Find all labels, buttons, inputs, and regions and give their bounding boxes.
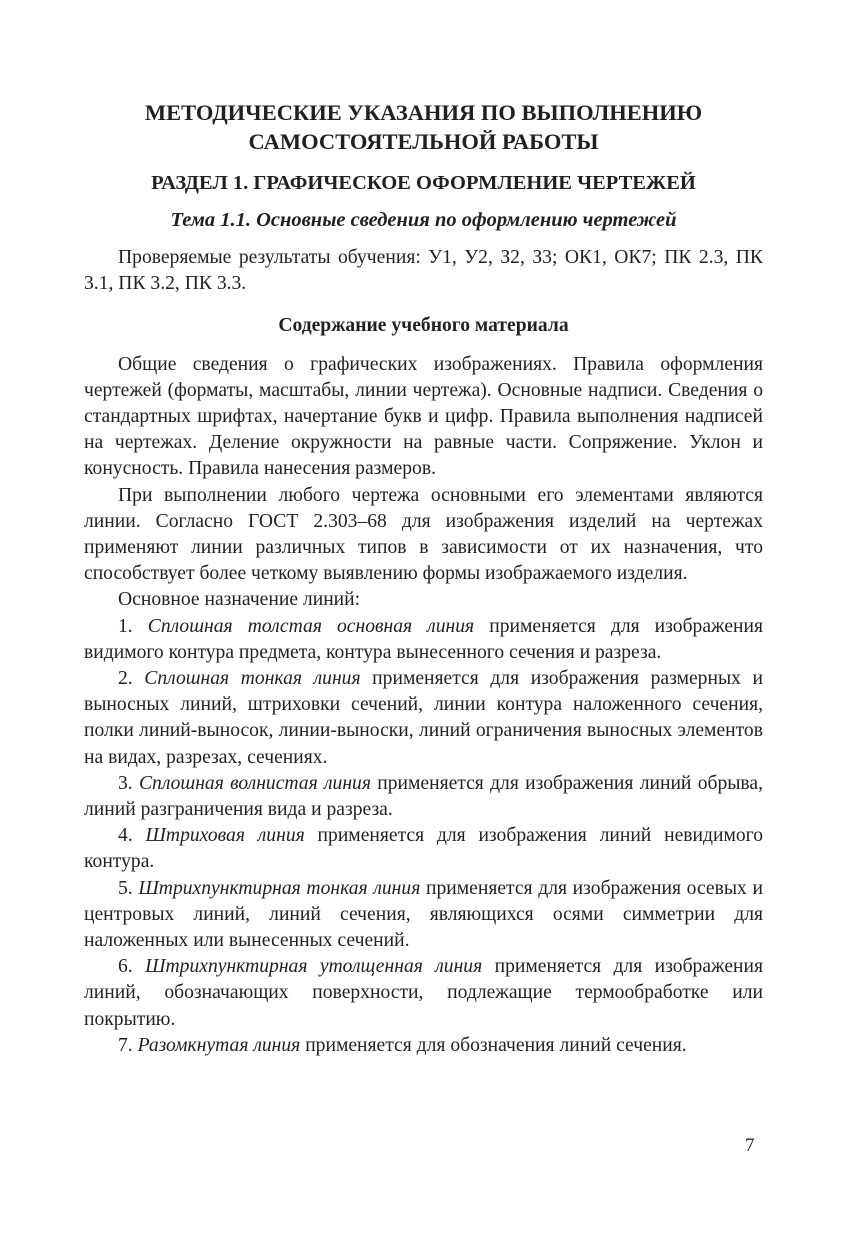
item-term: Разомкнутая линия (137, 1034, 301, 1056)
item-term: Штрихпунктирная утолщенная линия (145, 956, 483, 978)
item-number: 6. (118, 956, 146, 978)
list-item (84, 954, 763, 1033)
theme-heading: Тема 1.1. Основные сведения по оформлению чертежей (170, 209, 677, 231)
list-item (84, 1033, 763, 1059)
content-heading: Содержание учебного материала (278, 315, 569, 337)
item-text: применяется для изображения видимого контура предмета, контура вынесенного сечения и разреза. (84, 615, 763, 663)
page-content (84, 98, 763, 1059)
item-number: 2. (118, 668, 145, 690)
item-number: 3. (118, 772, 139, 794)
item-number: 5. (118, 877, 139, 899)
section-heading: РАЗДЕЛ 1. ГРАФИЧЕСКОЕ ОФОРМЛЕНИЕ ЧЕРТЕЖЕЙ (151, 172, 696, 194)
list-item (84, 666, 763, 771)
title (84, 98, 763, 156)
item-term: Сплошная волнистая линия (138, 772, 371, 794)
line-types-list (84, 614, 763, 1059)
item-text: применяется для изображения осевых и центровых линий, линий сечения, являющихся осями симметрии для наложенных или вынесенных сечений. (84, 877, 763, 952)
item-number: 4. (118, 825, 146, 847)
item-text: применяется для обозначения линий сечения. (300, 1034, 687, 1056)
item-term: Штриховая линия (145, 825, 305, 847)
paragraph: При выполнении любого чертежа основными его элементами являются линии. Согласно ГОСТ 2.303–68 для изображения изделий на чертежах применяют линии различных типов в зависимости от их назначения, что способствует более четкому выявлению формы изображаемого изделия. (84, 484, 763, 585)
item-text: применяется для изображения размерных и выносных линий, штриховки сечений, линии контура наложенного сечения, полки линий-выносок, линии-выноски, линий ограничения выносных элементов на видах, разрезах, сечениях. (84, 668, 764, 768)
list-item (84, 614, 763, 666)
item-text: применяется для изображения линий, обозначающих поверхности, подлежащие термообработке или покрытию. (84, 956, 764, 1030)
list-item (84, 823, 763, 875)
page-number: 7 (745, 1135, 755, 1156)
title-line-2: САМОСТОЯТЕЛЬНОЙ РАБОТЫ (248, 129, 599, 154)
learning-results: Проверяемые результаты обучения: У1, У2, З2, З3; ОК1, ОК7; ПК 2.3, ПК 3.1, ПК 3.2, ПК 3.3. (84, 247, 763, 295)
item-term: Сплошная тонкая линия (144, 668, 361, 690)
item-text: применяется для изображения линий обрыва, линий разграничения вида и разреза. (84, 772, 764, 821)
item-term: Сплошная толстая основная линия (147, 615, 475, 637)
item-term: Штрихпунктирная тонкая линия (138, 877, 421, 899)
paragraph: Основное назначение линий: (118, 589, 361, 611)
list-item (84, 876, 763, 955)
list-item (84, 771, 763, 823)
paragraph: Общие сведения о графических изображениях. Правила оформления чертежей (форматы, масштабы, линии чертежа). Основные надписи. Сведения о стандартных шрифтах, начертание букв и цифр. Правила выполнения надписей на чертежах. Деление окружности на равные части. Сопряжение. Уклон и конусность. Правила нанесения размеров. (84, 353, 763, 480)
item-number: 7. (118, 1034, 138, 1056)
item-number: 1. (118, 615, 148, 637)
item-text: применяется для изображения линий невидимого контура. (84, 825, 764, 873)
title-line-1: МЕТОДИЧЕСКИЕ УКАЗАНИЯ ПО ВЫПОЛНЕНИЮ (144, 100, 703, 125)
